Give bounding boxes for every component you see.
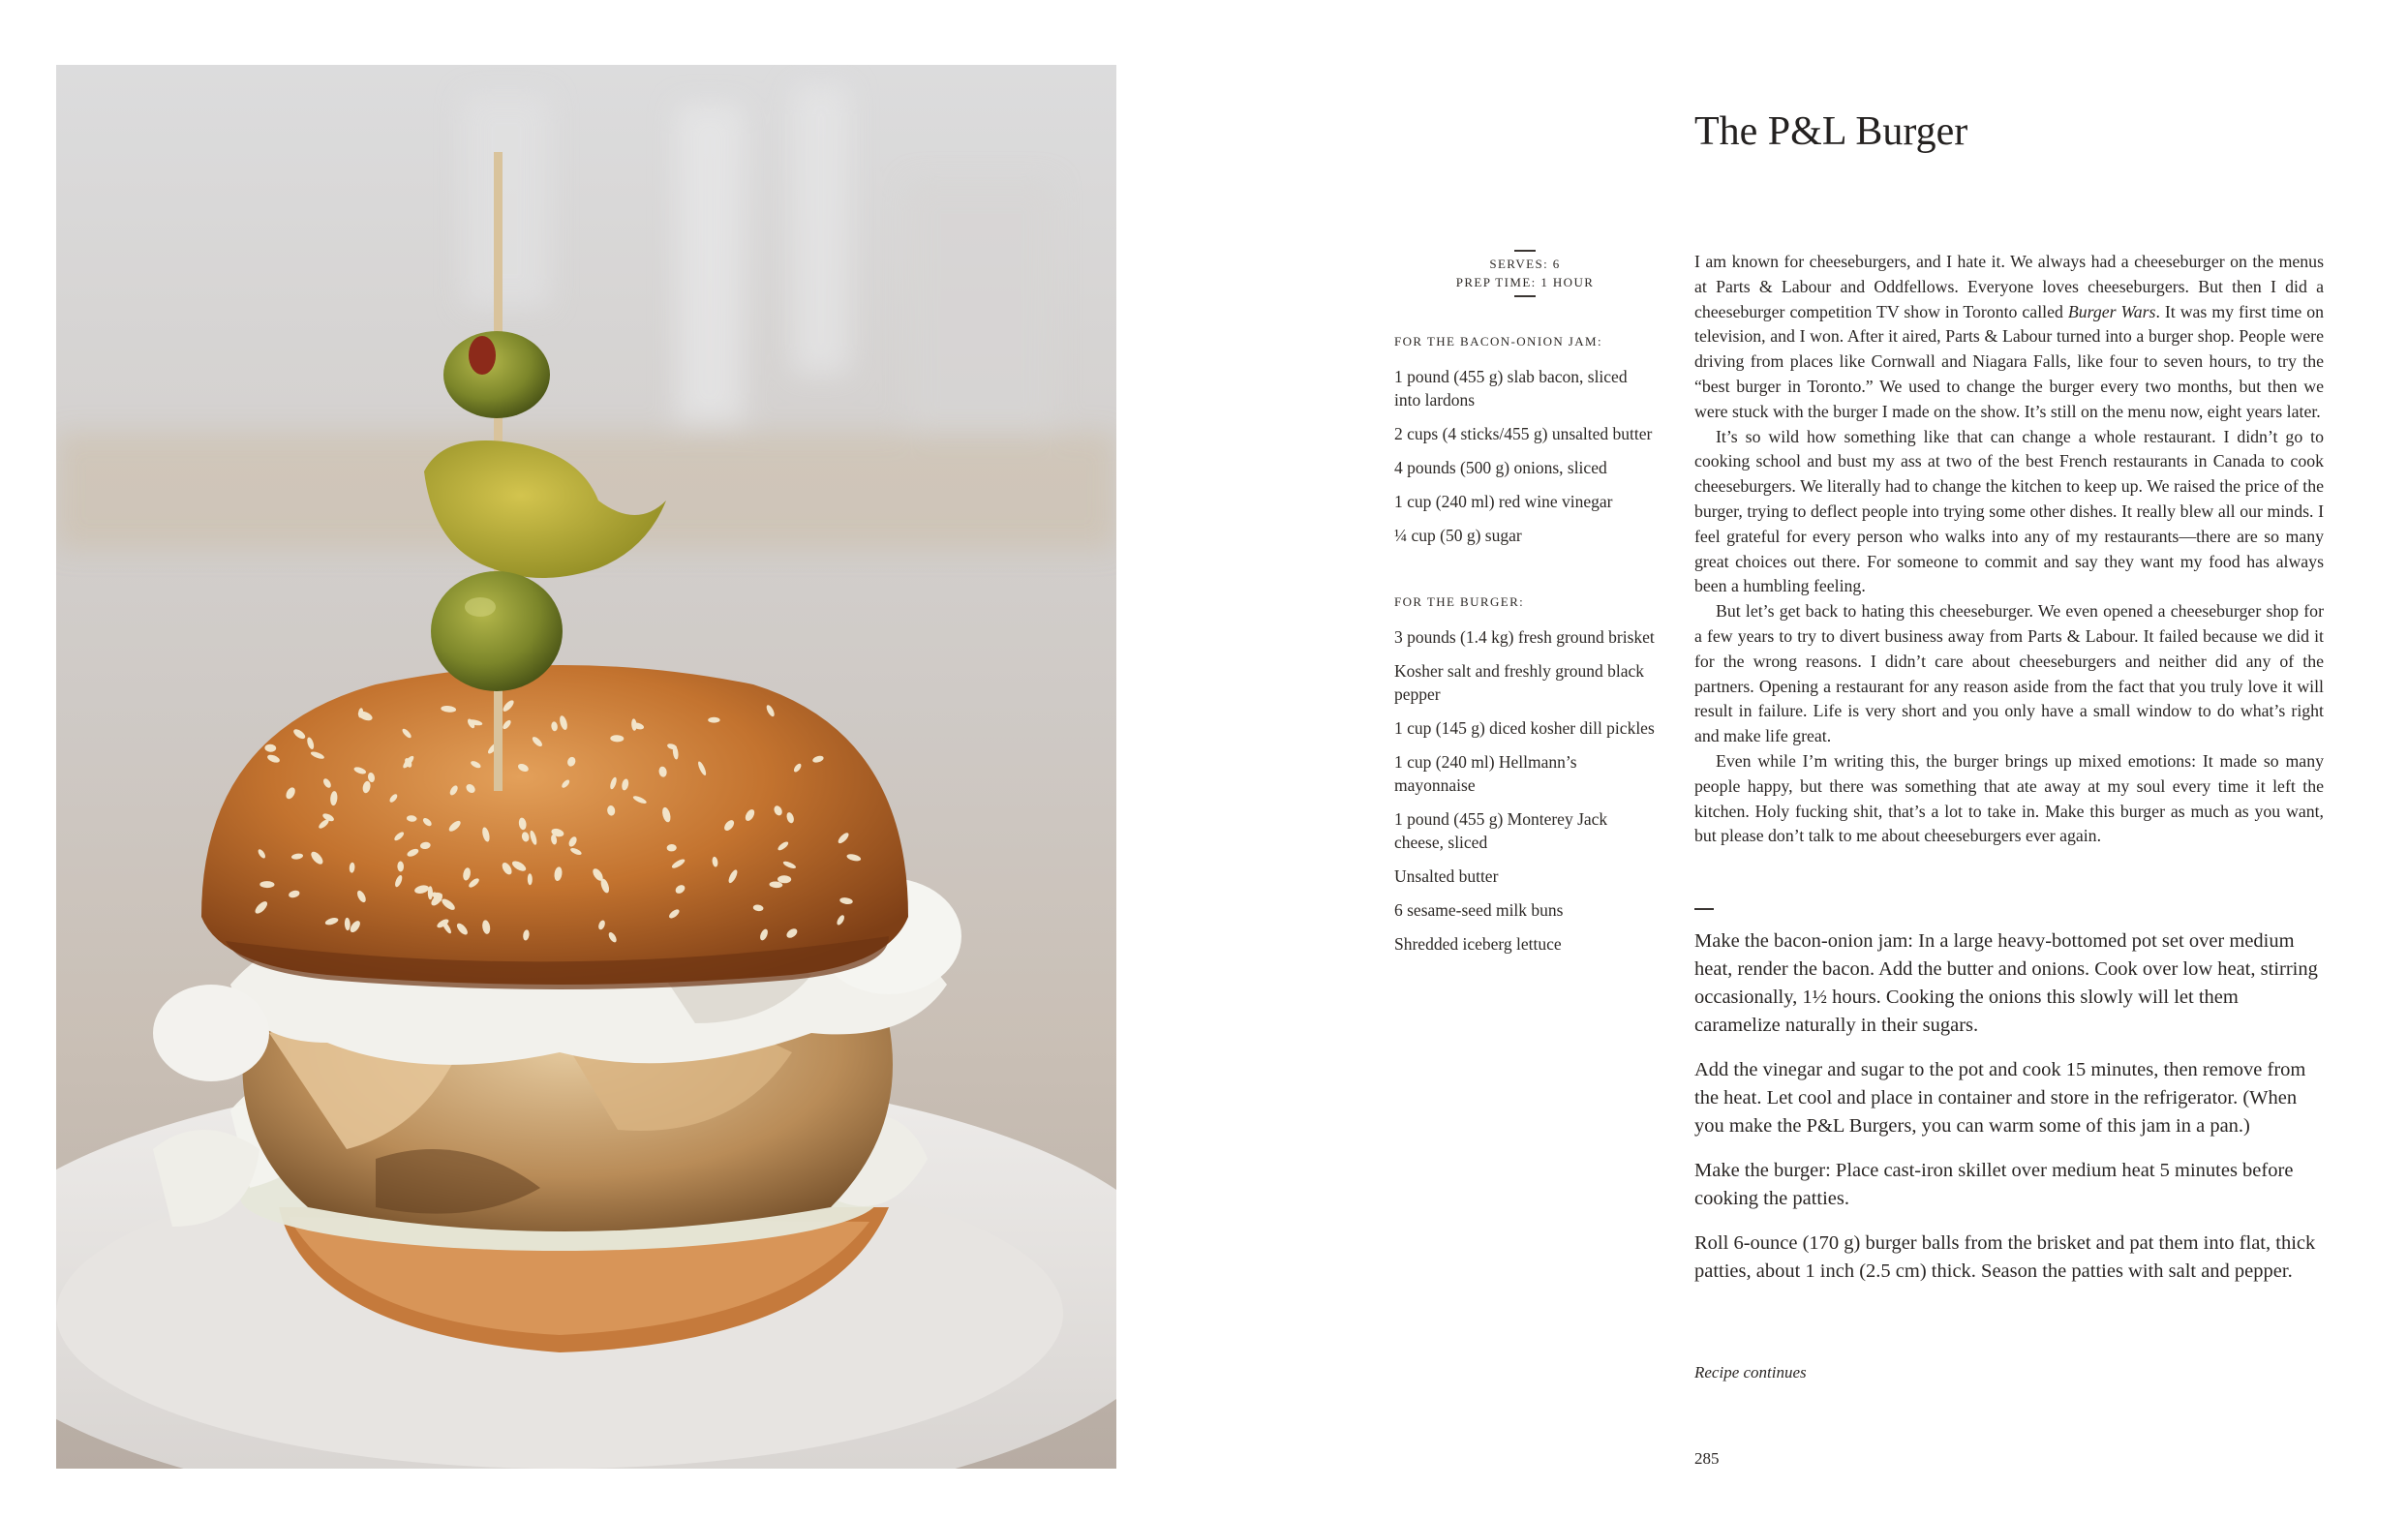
page-number: 285 [1694, 1449, 1720, 1468]
intro-paragraph: But let’s get back to hating this cheeseburger. We even opened a cheeseburger shop for a few years to try to divert business away from Parts & Labour. It failed because we did it for the wrong reasons. I didn’t care about cheeseburgers and neither did any of the partners. Opening a restaurant for any reason aside from the fact that you truly love it will result in failure. Life is very short and you only have a small window to do what’s right and make life great. [1694, 601, 2324, 746]
method-step: Add the vinegar and sugar to the pot and cook 15 minutes, then remove from the heat. Let cool and place in container and store in the refrigerator. (When you make the P&L Burgers, you can warm some of this jam in a pan.) [1694, 1059, 2306, 1137]
recipe-continues-note: Recipe continues [1694, 1363, 1807, 1381]
ingredient-item: Unsalted butter [1394, 866, 1499, 886]
recipe-title: The P&L Burger [1694, 109, 1968, 154]
ingredient-item: Shredded iceberg lettuce [1394, 934, 1562, 954]
serves-text: SERVES: 6 [1489, 257, 1561, 271]
bacon-onion-jam-list [1394, 365, 1656, 547]
divider [1694, 908, 1714, 910]
burger-photo [56, 65, 1116, 1469]
ingredient-item: 2 cups (4 sticks/455 g) unsalted butter [1394, 424, 1653, 443]
ingredient-item: Kosher salt and freshly ground black pepper [1394, 661, 1645, 704]
method-step: Roll 6-ounce (170 g) burger balls from the brisket and pat them into flat, thick patties, about 1 inch (2.5 cm) thick. Season the patties with salt and pepper. [1694, 1232, 2316, 1282]
intro-paragraph: It’s so wild how something like that can change a whole restaurant. I didn’t go to cooking school and bust my ass at two of the best French restaurants in Canada to cook cheeseburgers. We literally had to change the kitchen to keep up. We raised the price of the burger, trying to deflect people into trying some other dishes. It really blew all our minds. I feel grateful for every person who walks into any of my restaurants—there are so many great choices out there. For someone to commit and say they want my food has always been a humbling feeling. [1694, 426, 2324, 596]
ingredient-item: 4 pounds (500 g) onions, sliced [1394, 458, 1607, 477]
method-steps [1694, 927, 2329, 1302]
ingredient-item: 3 pounds (1.4 kg) fresh ground brisket [1394, 627, 1655, 647]
show-title: Burger Wars [2067, 301, 2156, 321]
intro-text [1694, 250, 2324, 849]
intro-text-span: . It was my first time on television, and I won. After it aired, Parts & Labour turned into a burger shop. People were driving from places like Cornwall and Niagara Falls, like four to seven hours, to try the “best burger in Toronto.” We used to change the burger every two months, but then we were stuck with the burger I made on the show. It’s still on the menu now, eight years later. [1694, 301, 2324, 421]
burger-ingredient-list [1394, 625, 1656, 956]
intro-paragraph [1694, 250, 2324, 425]
ingredient-item: 6 sesame-seed milk buns [1394, 900, 1564, 920]
divider [1514, 295, 1536, 297]
intro-paragraph: Even while I’m writing this, the burger brings up mixed emotions: It made so many people happy, but there was something that ate away at my soul every time it left the kitchen. Holy fucking shit, that’s a lot to take in. Make this burger as much as you want, but please don’t talk to me about cheeseburgers ever again. [1694, 750, 2324, 846]
ingredient-item: 1 pound (455 g) slab bacon, sliced into lardons [1394, 367, 1628, 410]
method-step: Make the bacon-onion jam: In a large heavy-bottomed pot set over medium heat, render the bacon. Add the butter and onions. Cook over low heat, stirring occasionally, 1½ hours. Cooking the onions this slowly will let them caramelize naturally in their sugars. [1694, 930, 2318, 1036]
ingredient-item: ¼ cup (50 g) sugar [1394, 526, 1522, 545]
serves-block [1394, 250, 1656, 297]
ingredient-item: 1 cup (145 g) diced kosher dill pickles [1394, 718, 1655, 738]
recipe-sidebar [1394, 250, 1656, 966]
ingredient-item: 1 cup (240 ml) red wine vinegar [1394, 492, 1613, 511]
intro-text-span: I am known for cheeseburgers, and I hate it. We always had a cheeseburger on the menus at Parts & Labour and Oddfellows. Everyone loves cheeseburgers. But then I did a cheeseburger competition TV show in Toronto called [1694, 252, 2324, 321]
method-step: Make the burger: Place cast-iron skillet over medium heat 5 minutes before cooking the patties. [1694, 1160, 2294, 1209]
ingredient-item: 1 cup (240 ml) Hellmann’s mayonnaise [1394, 752, 1577, 795]
divider [1514, 250, 1536, 252]
burger-heading: FOR THE BURGER: [1394, 594, 1525, 609]
prep-time-text: PREP TIME: 1 HOUR [1455, 275, 1595, 289]
bacon-onion-jam-heading: FOR THE BACON-ONION JAM: [1394, 334, 1603, 349]
ingredient-item: 1 pound (455 g) Monterey Jack cheese, sliced [1394, 809, 1608, 852]
